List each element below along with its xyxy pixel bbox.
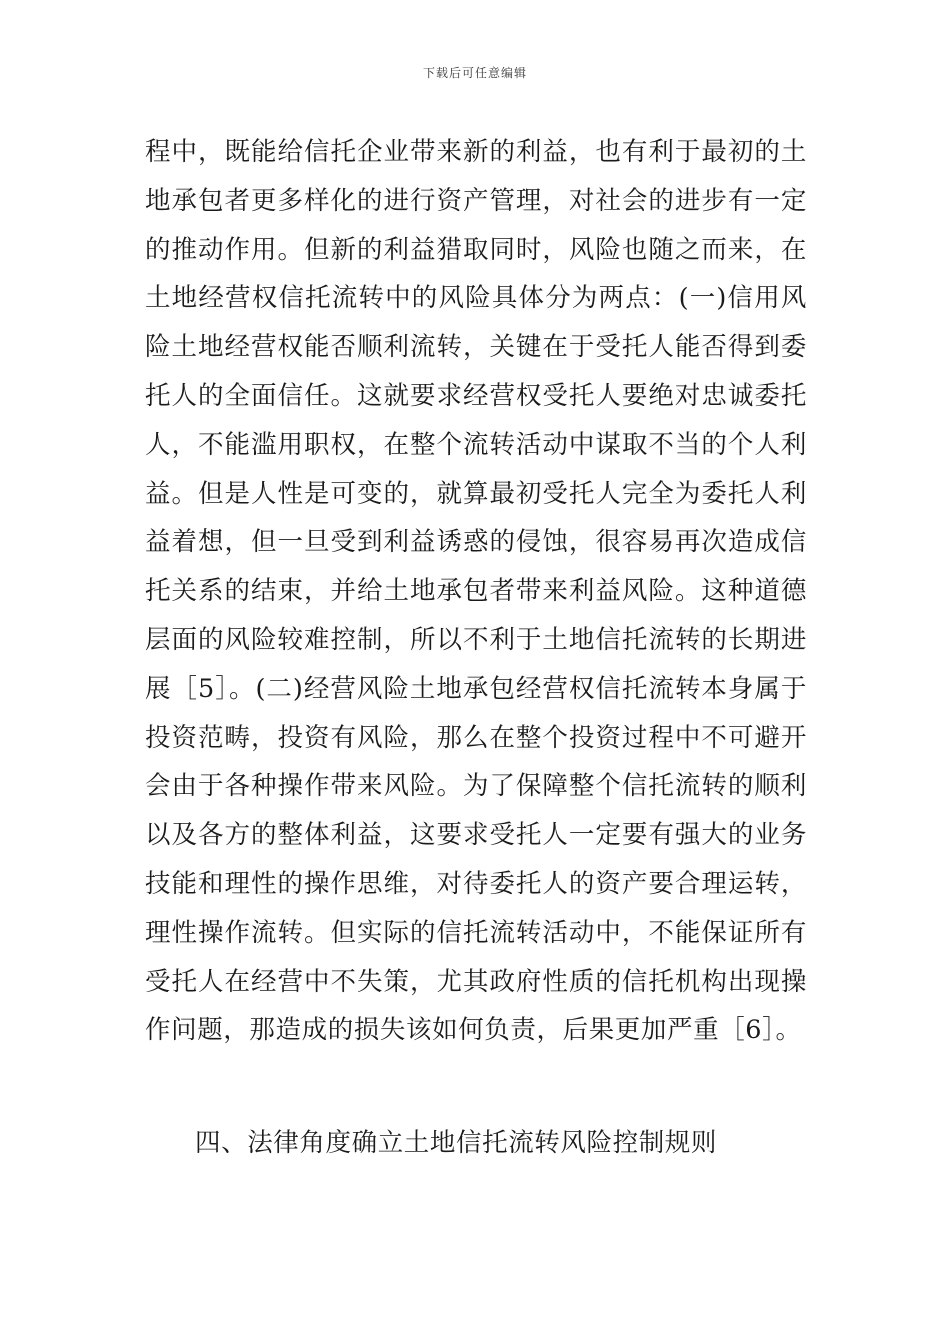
body-paragraph	[145, 128, 807, 1055]
section-heading: 四、法律角度确立土地信托流转风险控制规则	[195, 1128, 718, 1158]
paragraph-line: 益。但是人性是可变的，就算最初受托人完全为委托人利	[145, 478, 807, 509]
paragraph-line-last: 作问题，那造成的损失该如何负责，后果更加严重［6］。	[145, 1015, 802, 1046]
paragraph-line: 的推动作用。但新的利益猎取同时，风险也随之而来，在	[145, 234, 807, 265]
paragraph-line: 展［5］。(二)经营风险土地承包经营权信托流转本身属于	[145, 673, 807, 704]
paragraph-line: 益着想，但一旦受到利益诱惑的侵蚀，很容易再次造成信	[145, 527, 807, 558]
paragraph-line: 会由于各种操作带来风险。为了保障整个信托流转的顺利	[145, 771, 807, 802]
paragraph-line: 层面的风险较难控制，所以不利于土地信托流转的长期进	[145, 624, 807, 655]
paragraph-line: 地承包者更多样化的进行资产管理，对社会的进步有一定	[145, 185, 807, 216]
paragraph-line: 程中，既能给信托企业带来新的利益，也有利于最初的土	[145, 137, 807, 167]
paragraph-line: 人，不能滥用职权，在整个流转活动中谋取不当的个人利	[145, 429, 807, 460]
paragraph-line: 险土地经营权能否顺利流转，关键在于受托人能否得到委	[145, 332, 807, 363]
paragraph-line: 理性操作流转。但实际的信托流转活动中，不能保证所有	[145, 917, 807, 948]
paragraph-line: 投资范畴，投资有风险，那么在整个投资过程中不可避开	[145, 722, 807, 753]
paragraph-line: 托关系的结束，并给土地承包者带来利益风险。这种道德	[145, 576, 807, 607]
paragraph-line: 托人的全面信任。这就要求经营权受托人要绝对忠诚委托	[145, 380, 807, 411]
paragraph-line: 技能和理性的操作思维，对待委托人的资产要合理运转，	[145, 868, 807, 899]
paragraph-line: 以及各方的整体利益，这要求受托人一定要有强大的业务	[145, 820, 807, 851]
page-header-note: 下载后可任意编辑	[422, 66, 527, 80]
paragraph-line: 受托人在经营中不失策，尤其政府性质的信托机构出现操	[145, 966, 807, 997]
paragraph-line: 土地经营权信托流转中的风险具体分为两点：(一)信用风	[145, 283, 807, 314]
